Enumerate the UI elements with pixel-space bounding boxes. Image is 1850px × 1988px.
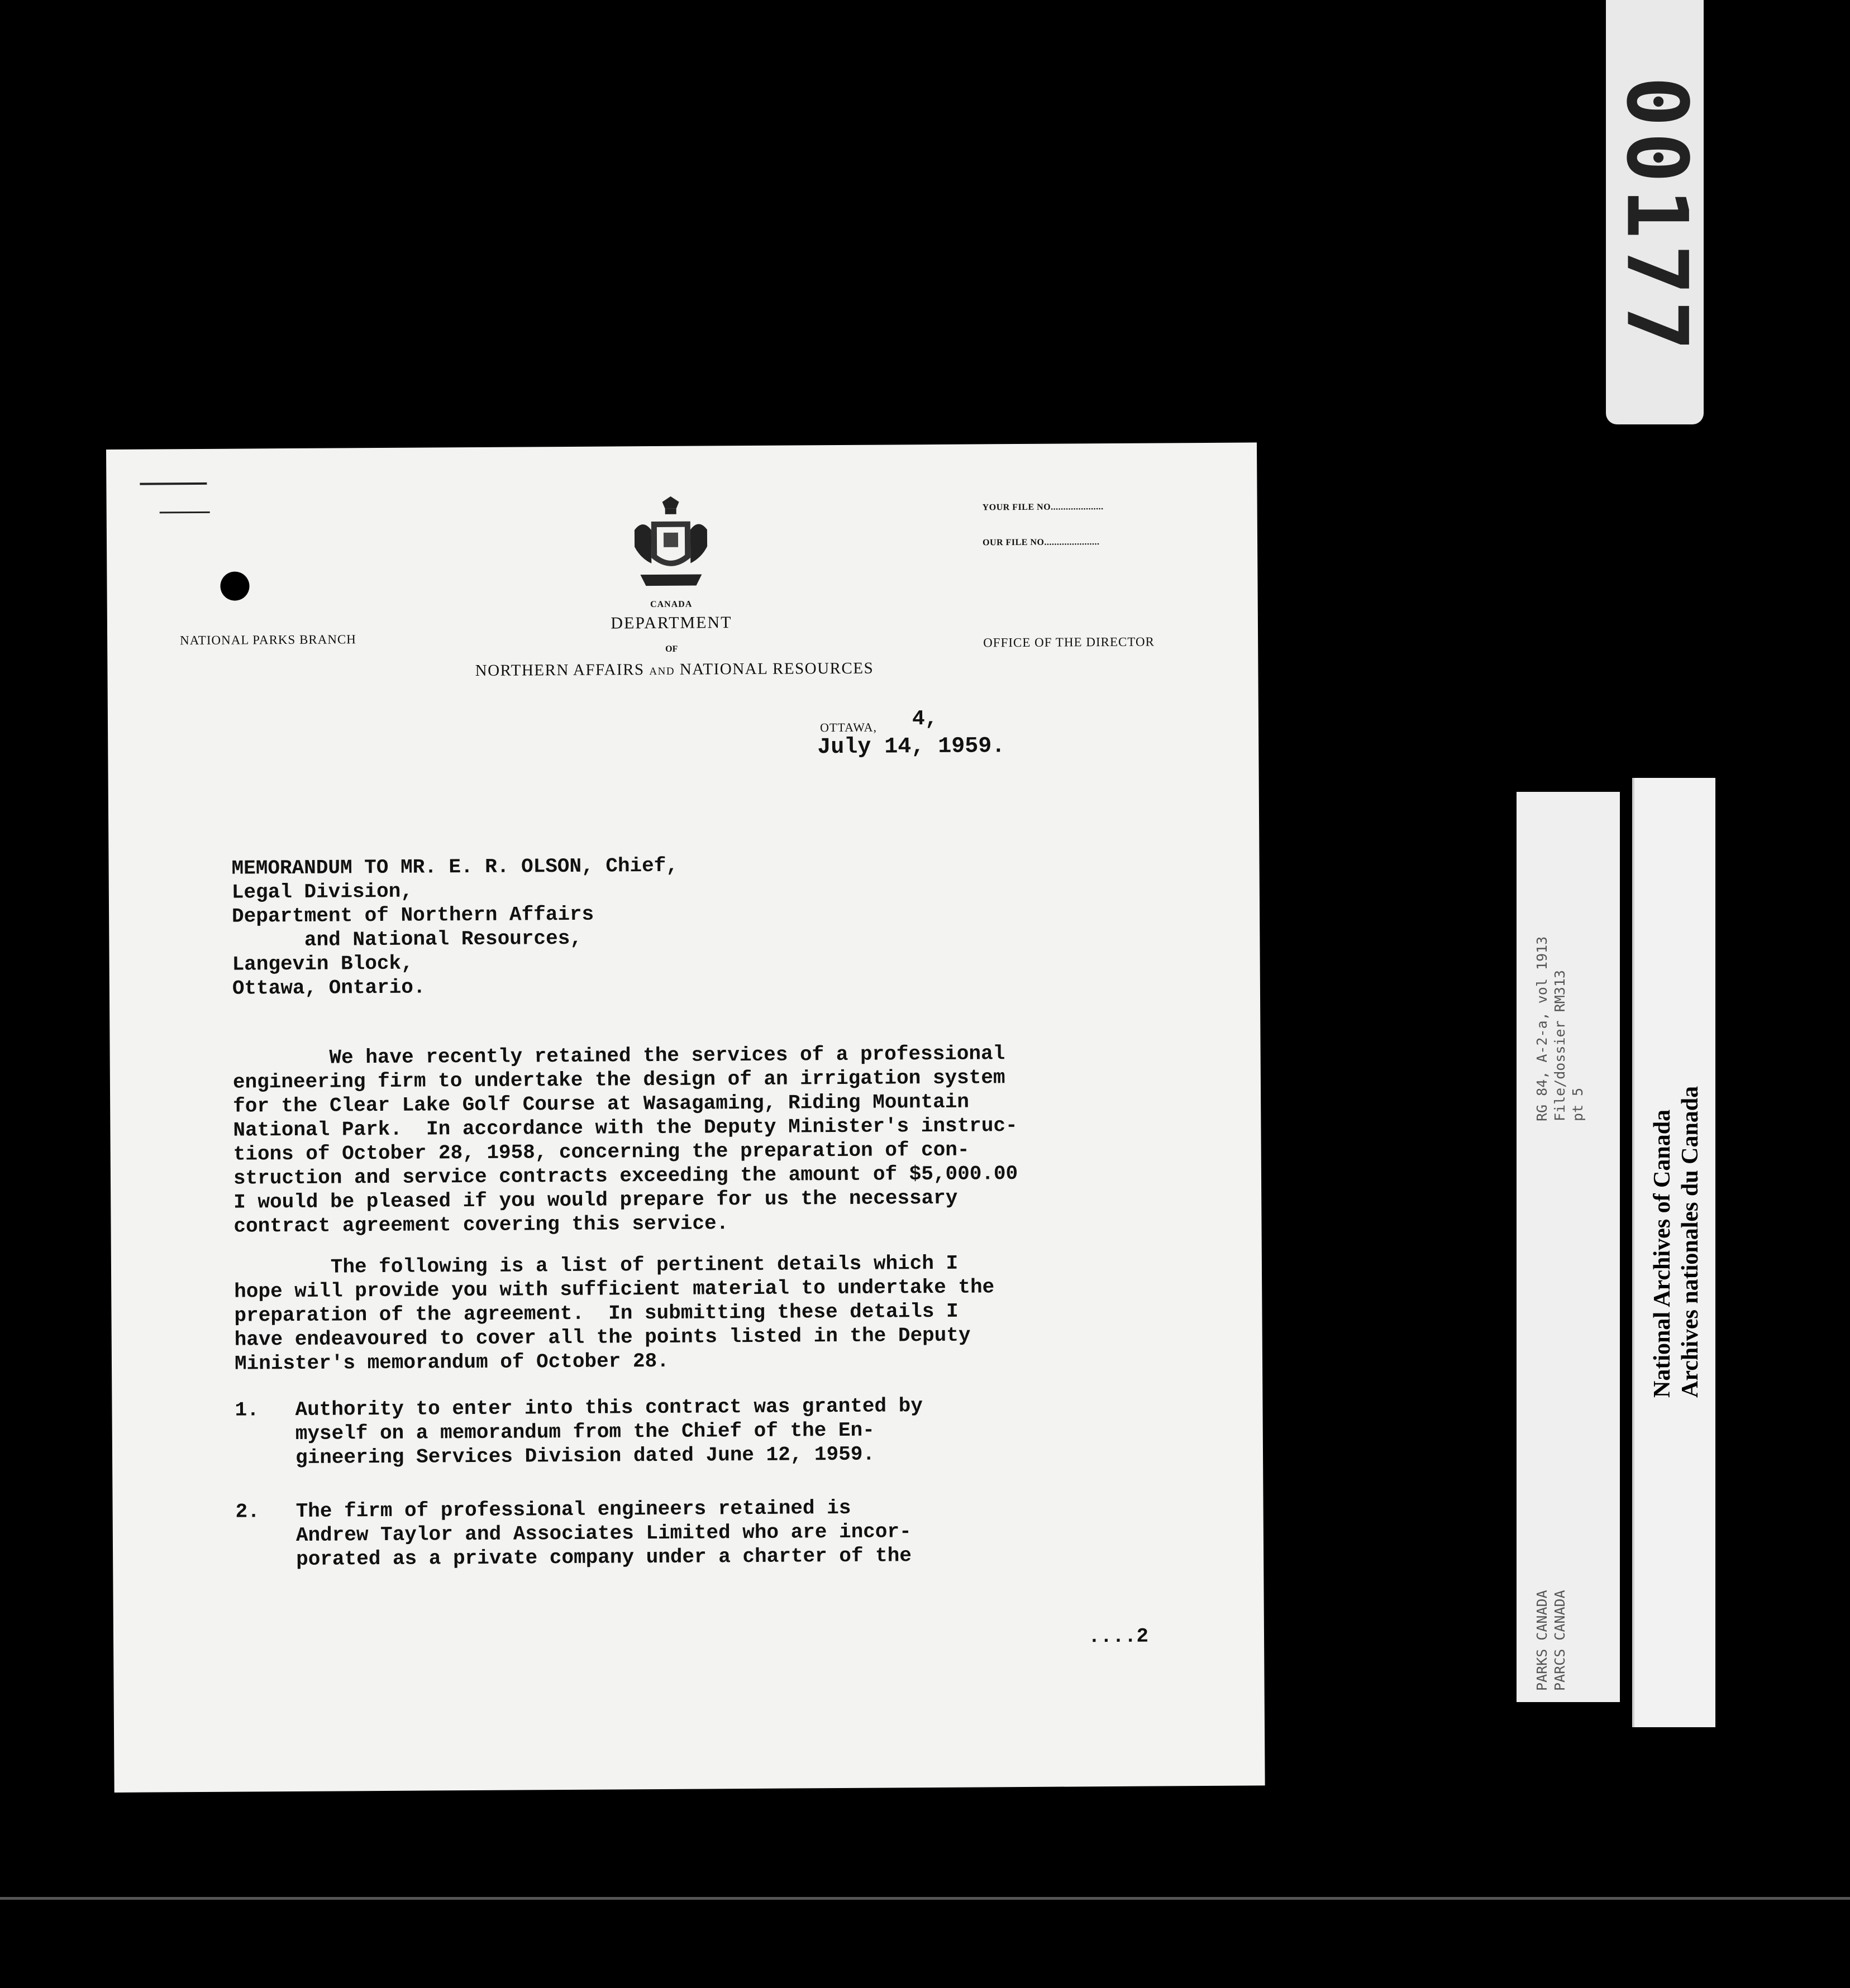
memo-date: July 14, 1959.: [817, 734, 1005, 761]
scratch-mark: [160, 512, 210, 514]
your-file-number: YOUR FILE NO.....................: [982, 502, 1104, 513]
reference-lines: RG 84, A-2-a, vol 1913 File/dossier RM313 pt 5: [1534, 936, 1586, 1121]
stamp-number: 4,: [912, 706, 938, 732]
office-name: OFFICE OF THE DIRECTOR: [983, 634, 1155, 650]
frame-border-line: [0, 1897, 1850, 1900]
list-item-2: 2. The firm of professional engineers retained is Andrew Taylor and Associates Limited who are incor- porated as a private company under a charter of the: [235, 1496, 912, 1571]
continuation-marker: ....2: [1088, 1624, 1149, 1648]
reference-card: [1517, 792, 1620, 1702]
ministry-name: NORTHERN AFFAIRS AND NATIONAL RESOURCES: [475, 659, 874, 680]
our-file-number: OUR FILE NO......................: [982, 537, 1100, 548]
canada-coat-of-arms-icon: [629, 496, 713, 591]
canada-label: CANADA: [650, 599, 693, 610]
parks-canada-label: PARKS CANADA PARCS CANADA: [1534, 1590, 1568, 1691]
scratch-mark: [140, 482, 207, 485]
body-paragraph-2: The following is a list of pertinent details which I hope will provide you with sufficient material to undertake the preparation of the agreement. In submitting these details I have endeavoured to cover all the points listed in the Deputy Minister's memorandum of October 28.: [233, 1251, 995, 1375]
ottawa-label: OTTAWA,: [819, 720, 877, 735]
recipient-address: MEMORANDUM TO MR. E. R. OLSON, Chief, Legal Division, Department of Northern Affairs and National Resources, Langevin Block, Ottawa, Ontario.: [231, 854, 679, 1000]
department-label: DEPARTMENT: [611, 613, 732, 633]
archives-label: National Archives of Canada Archives nationales du Canada: [1649, 1086, 1703, 1398]
branch-name: NATIONAL PARKS BRANCH: [180, 632, 356, 648]
of-label: OF: [665, 644, 678, 654]
frame-number: 00177: [1608, 76, 1705, 357]
body-paragraph-1: We have recently retained the services of a professional engineering firm to undertake the design of an irrigation system for the Clear Lake Golf Course at Wasagaming, Riding Mountain National Park. In accordance with the Deputy Minister's instruc- tions of October 28, 1958, concerning the preparation of con- struction and service contracts exceeding the amount of $5,000.00 I would be pleased if you would prepare for us the necessary contract agreement covering this service.: [232, 1042, 1018, 1238]
archives-card: [1632, 778, 1715, 1727]
punch-hole-mark: [220, 571, 249, 600]
memo-page: [106, 442, 1265, 1793]
list-item-1: 1. Authority to enter into this contract was granted by myself on a memorandum from the Chief of the En- gineering Services Division dated June 12, 1959.: [235, 1394, 923, 1470]
frame-number-strip: [1606, 0, 1704, 424]
